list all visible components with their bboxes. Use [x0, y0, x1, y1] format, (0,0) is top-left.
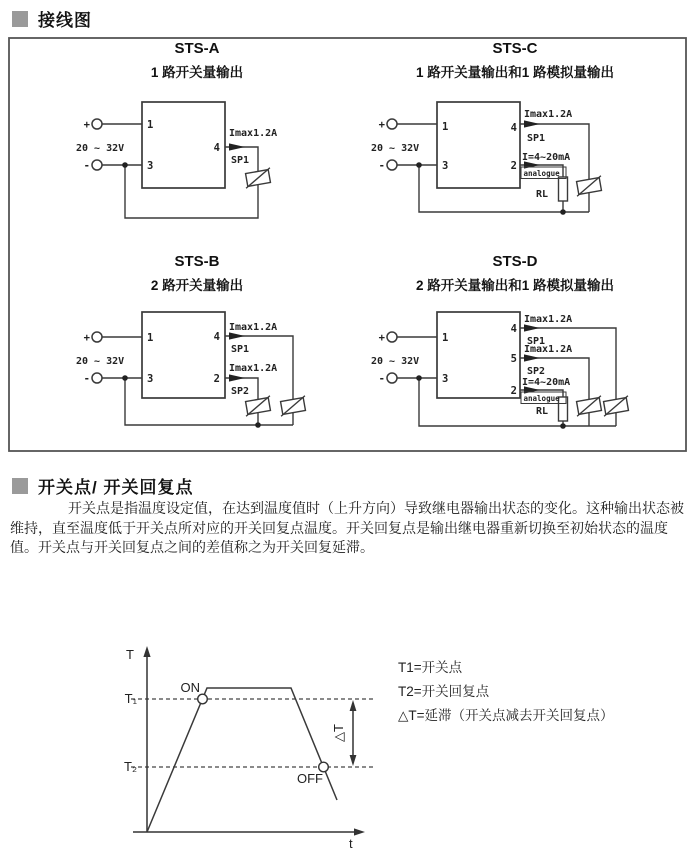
- sts-c-device-box: [437, 102, 520, 188]
- wiring-frame: [9, 38, 686, 451]
- y-axis-arrow-icon: [143, 646, 150, 657]
- on-point-marker: [198, 694, 208, 704]
- pin-3: 3: [147, 373, 154, 385]
- pin-2: 2: [510, 160, 517, 172]
- t2-tick-label: T₂: [124, 759, 137, 774]
- pin-4: 4: [510, 323, 517, 335]
- minus-terminal-icon: [92, 373, 102, 383]
- sp1-label: SP1: [231, 344, 250, 355]
- junction-dot: [255, 422, 261, 428]
- sp2-label: SP2: [527, 366, 546, 377]
- imax-label: Imax1.2A: [229, 363, 278, 374]
- sts-c-subtitle: 1 路开关量输出和1 路模拟量输出: [415, 65, 615, 80]
- junction-dot: [416, 162, 422, 168]
- imax-label: Imax1.2A: [524, 109, 573, 120]
- minus-sign: -: [378, 373, 385, 385]
- sts-b-title: STS-B: [174, 253, 220, 270]
- plus-sign: +: [83, 119, 90, 131]
- pin-4: 4: [510, 122, 517, 134]
- legend-t1: T1=开关点: [398, 660, 463, 675]
- sts-d-title: STS-D: [492, 253, 538, 270]
- hysteresis-graph-svg: [78, 608, 685, 863]
- rl-label: RL: [536, 406, 549, 417]
- paragraph-line: 维持，直至温度低于开关点所对应的开关回复点温度。开关回复点是输出继电器重新切换至初始状态的温度: [10, 519, 668, 536]
- delta-t-arrow-up-icon: [350, 700, 357, 711]
- section-title-switchpoint: 开关点/ 开关回复点: [38, 478, 194, 497]
- imax-label: Imax1.2A: [229, 322, 278, 333]
- temperature-curve: [147, 688, 337, 832]
- analog-current-label: I=4~20mA: [522, 377, 571, 388]
- plus-terminal-icon: [92, 119, 102, 129]
- plus-sign: +: [378, 119, 385, 131]
- pin-2: 2: [213, 373, 220, 385]
- imax-label: Imax1.2A: [229, 128, 278, 139]
- delta-t-arrow-down-icon: [350, 755, 357, 766]
- t1-tick-label: T₁: [124, 691, 137, 706]
- minus-terminal-icon: [387, 160, 397, 170]
- x-axis-arrow-icon: [354, 828, 365, 835]
- legend-t2: T2=开关回复点: [398, 684, 490, 699]
- section-header-wiring: [12, 6, 92, 31]
- supply-label: 20 ~ 32V: [371, 143, 420, 154]
- pin-4: 4: [213, 331, 220, 343]
- section-header-switchpoint: [12, 473, 193, 498]
- minus-sign: -: [378, 160, 385, 172]
- paragraph-line: 开关点是指温度设定值，在达到温度值时（上升方向）导致继电器输出状态的变化。这种输出状态被: [68, 500, 684, 516]
- delta-t-label: △T: [331, 724, 346, 742]
- section-title-wiring: 接线图: [38, 11, 92, 30]
- junction-dot: [560, 423, 566, 429]
- junction-dot: [560, 209, 566, 215]
- load-resistor-icon: [559, 177, 568, 201]
- pin-4: 4: [213, 142, 220, 154]
- sts-b-subtitle: 2 路开关量输出: [150, 278, 244, 293]
- analog-current-label: I=4~20mA: [522, 152, 571, 163]
- legend-delta-t: △T=延滞（开关点减去开关回复点）: [398, 708, 614, 723]
- plus-sign: +: [83, 332, 90, 344]
- pin-3: 3: [442, 160, 449, 172]
- sts-d-device-box: [437, 312, 520, 398]
- junction-dot: [122, 375, 128, 381]
- plus-terminal-icon: [387, 332, 397, 342]
- sts-a-subtitle: 1 路开关量输出: [150, 65, 244, 80]
- pin-1: 1: [442, 121, 449, 133]
- supply-label: 20 ~ 32V: [371, 356, 420, 367]
- sts-d-subtitle: 2 路开关量输出和1 路模拟量输出: [415, 278, 615, 293]
- plus-terminal-icon: [387, 119, 397, 129]
- section-bullet-icon: [12, 478, 28, 494]
- pin-1: 1: [147, 332, 154, 344]
- paragraph-line: 值。开关点与开关回复点之间的差值称之为开关回复延滞。: [10, 539, 374, 555]
- sp2-label: SP2: [231, 386, 250, 397]
- x-axis-label: t: [349, 836, 353, 851]
- imax-label: Imax1.2A: [524, 344, 573, 355]
- sts-a-title: STS-A: [174, 40, 220, 57]
- supply-label: 20 ~ 32V: [76, 143, 125, 154]
- rl-label: RL: [536, 189, 549, 200]
- sp1-label: SP1: [527, 336, 546, 347]
- imax-label: Imax1.2A: [524, 314, 573, 325]
- pin-2: 2: [510, 385, 517, 397]
- minus-sign: -: [83, 373, 90, 385]
- sp1-label: SP1: [231, 155, 250, 166]
- pin-3: 3: [442, 373, 449, 385]
- section-bullet-icon: [12, 11, 28, 27]
- switchpoint-paragraph: [10, 499, 690, 558]
- off-label: OFF: [297, 771, 323, 786]
- sts-c-title: STS-C: [492, 40, 538, 57]
- minus-sign: -: [83, 160, 90, 172]
- pin-1: 1: [442, 332, 449, 344]
- pin-5: 5: [510, 353, 517, 365]
- junction-dot: [416, 375, 422, 381]
- minus-terminal-icon: [92, 160, 102, 170]
- plus-sign: +: [378, 332, 385, 344]
- analogue-label: analogue: [523, 169, 560, 178]
- plus-terminal-icon: [92, 332, 102, 342]
- wiring-diagram-svg: [8, 36, 687, 453]
- analogue-label: analogue: [523, 394, 560, 403]
- sts-b-device-box: [142, 312, 225, 398]
- y-axis-label: T: [126, 647, 134, 662]
- pin-1: 1: [147, 119, 154, 131]
- supply-label: 20 ~ 32V: [76, 356, 125, 367]
- minus-terminal-icon: [387, 373, 397, 383]
- sts-a-device-box: [142, 102, 225, 188]
- pin-3: 3: [147, 160, 154, 172]
- sp1-label: SP1: [527, 133, 546, 144]
- on-label: ON: [180, 680, 200, 695]
- junction-dot: [122, 162, 128, 168]
